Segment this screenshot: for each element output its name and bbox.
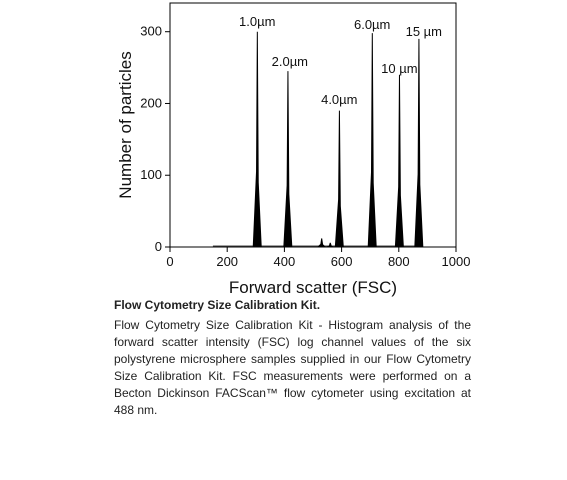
peak-label: 2.0µm bbox=[271, 54, 309, 69]
y-tick-label: 100 bbox=[140, 167, 162, 183]
x-tick-label: 1000 bbox=[441, 254, 471, 269]
caption-body: Flow Cytometry Size Calibration Kit - Histogram analysis of the forward scatter intensity (FSC) log channel values of the six polystyrene microsphere samples supplied in our Flow Cytometry Size Calibration Kit. FSC measurements were performed on a Becton Dickinson FACScan™ flow cytometer using excitation at 488 nm. bbox=[114, 318, 471, 417]
peak-label: 10 µm bbox=[381, 61, 418, 76]
x-tick-label: 0 bbox=[166, 254, 174, 269]
x-tick-label: 800 bbox=[387, 254, 410, 269]
y-tick-label: 300 bbox=[140, 23, 162, 39]
peak-bar bbox=[283, 71, 292, 247]
peak-bar bbox=[395, 75, 404, 247]
plot-frame bbox=[170, 3, 456, 247]
peak-label: 4.0µm bbox=[321, 92, 358, 107]
peak-label: 1.0µm bbox=[239, 14, 276, 29]
figure-caption bbox=[114, 297, 471, 419]
peak-bar bbox=[368, 33, 377, 247]
x-tick-label: 200 bbox=[216, 254, 239, 269]
y-tick-label: 200 bbox=[140, 95, 162, 111]
caption-title: Flow Cytometry Size Calibration Kit. bbox=[114, 298, 321, 312]
peak-bar bbox=[335, 111, 344, 247]
x-axis-title: Forward scatter (FSC) bbox=[228, 278, 398, 297]
x-tick-label: 400 bbox=[273, 254, 296, 269]
peak-label: 15 µm bbox=[405, 24, 443, 39]
peak-bar bbox=[253, 32, 262, 247]
x-tick-label: 600 bbox=[330, 254, 353, 269]
y-axis-title: Number of particles bbox=[116, 51, 135, 199]
y-tick-label: 0 bbox=[154, 239, 162, 254]
peak-label: 6.0µm bbox=[353, 17, 391, 32]
